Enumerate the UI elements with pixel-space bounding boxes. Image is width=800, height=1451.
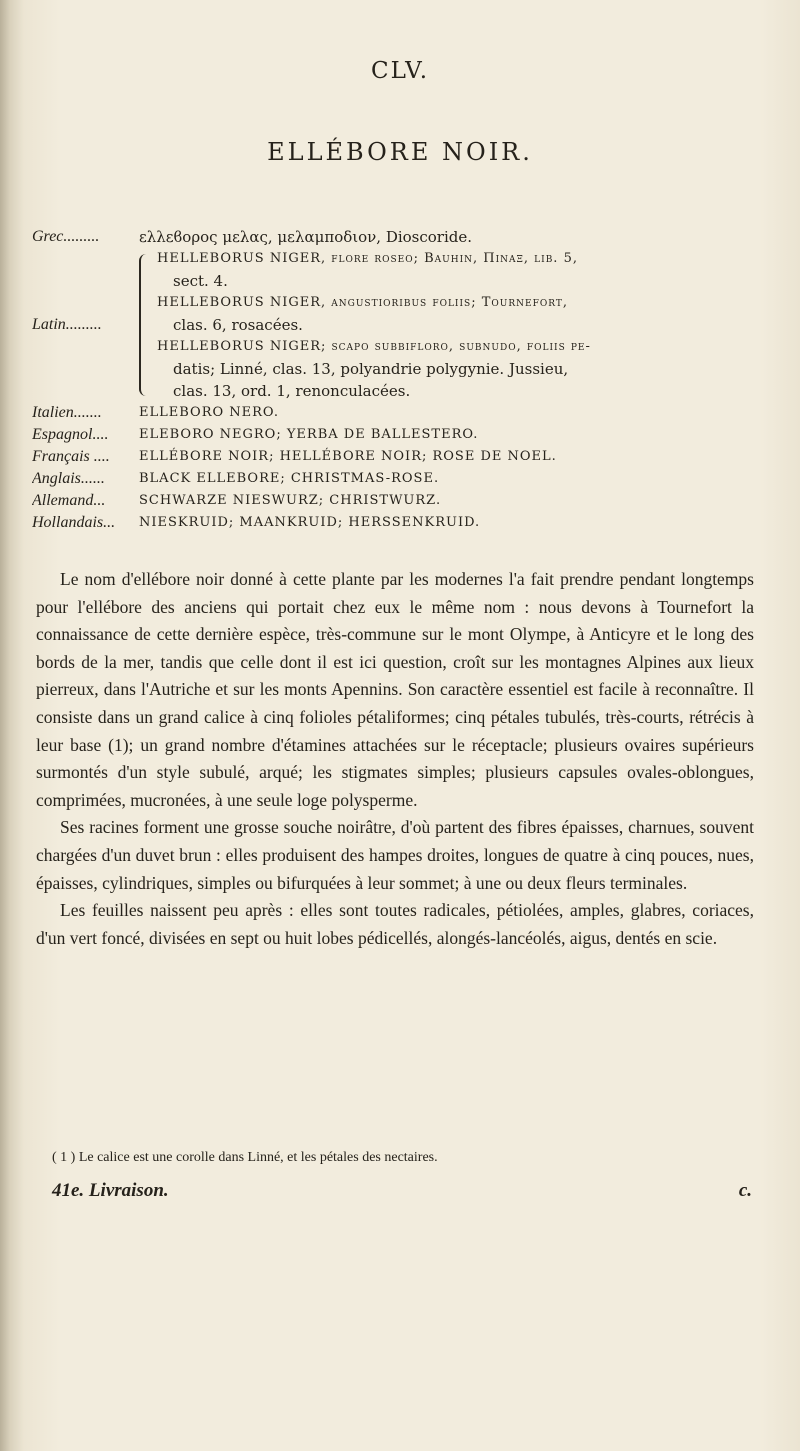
- language-label: Hollandais...: [32, 514, 116, 531]
- vernacular-names: ELLEBORO NERO.: [139, 405, 279, 420]
- vernacular-names: ELEBORO NEGRO; YERBA DE BALLESTERO.: [139, 427, 479, 442]
- livraison-mark: 41e. Livraison.: [52, 1180, 169, 1201]
- latin-line: HELLEBORUS NIGER, angustioribus foliis; Tournefort,: [157, 295, 568, 310]
- vernacular-names: ELLÉBORE NOIR; HELLÉBORE NOIR; ROSE DE NOEL.: [139, 449, 557, 464]
- names-row-english: [32, 468, 772, 490]
- latin-line: clas. 6, rosacées.: [173, 316, 303, 334]
- language-label: Allemand...: [32, 492, 106, 509]
- signature-line: [52, 1180, 752, 1202]
- names-row-french: [32, 446, 772, 468]
- footnote: ( 1 ) Le calice est une corolle dans Linné, et les pétales des nectaires.: [52, 1150, 438, 1165]
- latin-names: [157, 248, 772, 402]
- language-label: Grec.........: [32, 228, 100, 245]
- names-row-italian: [32, 402, 772, 424]
- latin-line: datis; Linné, clas. 13, polyandrie polygynie. Jussieu,: [173, 360, 569, 378]
- signature-letter: c.: [738, 1180, 752, 1201]
- names-row-dutch: [32, 512, 772, 534]
- latin-line: sect. 4.: [173, 272, 228, 290]
- language-label: Espagnol....: [32, 426, 109, 443]
- greek-names: ελλεϐορος μελας, μελαμποδιον, Dioscoride.: [139, 228, 473, 246]
- vernacular-names: BLACK ELLEBORE; CHRISTMAS-ROSE.: [139, 471, 440, 486]
- vernacular-names: SCHWARZE NIESWURZ; CHRISTWURZ.: [139, 493, 442, 508]
- latin-line: HELLEBORUS NIGER, flore roseo; Bauhin, Πιναξ, lib. 5,: [157, 251, 578, 266]
- names-row-spanish: [32, 424, 772, 446]
- synonymy-list: [32, 226, 772, 534]
- body-text: [36, 566, 754, 952]
- language-label: Italien.......: [32, 404, 102, 421]
- paragraph: Le nom d'ellébore noir donné à cette plante par les modernes l'a fait prendre pendant longtemps pour l'ellébore des anciens qui portait chez eux le même nom : nous devons à Tournefort la connaissance de cette dernière espèce, très-commune sur le mont Olympe, à Anticyre et le long des bords de la mer, tandis que celle dont il est ici question, croît sur les montagnes Alpines aux lieux pierreux, dans l'Autriche et sur les monts Apennins. Son caractère essentiel est facile à reconnaître. Il consiste dans un grand calice à cinq folioles pétaliformes; cinq pétales tubulés, très-courts, rétrécis à leur base (1); un grand nombre d'étamines attachées sur le réceptacle; plusieurs ovaires supérieurs surmontés d'un style subulé, arqué; les stigmates simples; plusieurs capsules ovales-oblongues, comprimées, mucronées, à une seule loge polysperme.: [36, 569, 754, 810]
- paragraph: Ses racines forment une grosse souche noirâtre, d'où partent des fibres épaisses, charnues, souvent chargées d'un duvet brun : elles produisent des hampes droites, longues de quatre à cinq pouces, nues, épaisses, cylindriques, simples ou bifurquées à leur sommet; à une ou deux fleurs terminales.: [36, 817, 754, 893]
- latin-line: clas. 13, ord. 1, renonculacées.: [173, 382, 411, 400]
- brace-icon: [139, 254, 151, 396]
- language-label: Français ....: [32, 448, 110, 465]
- names-row-latin: [32, 248, 772, 402]
- vernacular-names: NIESKRUID; MAANKRUID; HERSSENKRUID.: [139, 515, 481, 530]
- paragraph: Les feuilles naissent peu après : elles sont toutes radicales, pétiolées, amples, glabres, coriaces, d'un vert foncé, divisées en sept ou huit lobes pédicellés, alongés-lancéolés, aigus, dentés en scie.: [36, 900, 754, 948]
- page-title: ELLÉBORE NOIR.: [267, 138, 533, 166]
- language-label: Latin.........: [32, 316, 102, 333]
- page-number: CLV.: [370, 58, 430, 84]
- names-row-german: [32, 490, 772, 512]
- language-label: Anglais......: [32, 470, 105, 487]
- names-row-greek: [32, 226, 772, 248]
- latin-line: HELLEBORUS NIGER; scapo subbifloro, subnudo, foliis pe-: [157, 339, 591, 354]
